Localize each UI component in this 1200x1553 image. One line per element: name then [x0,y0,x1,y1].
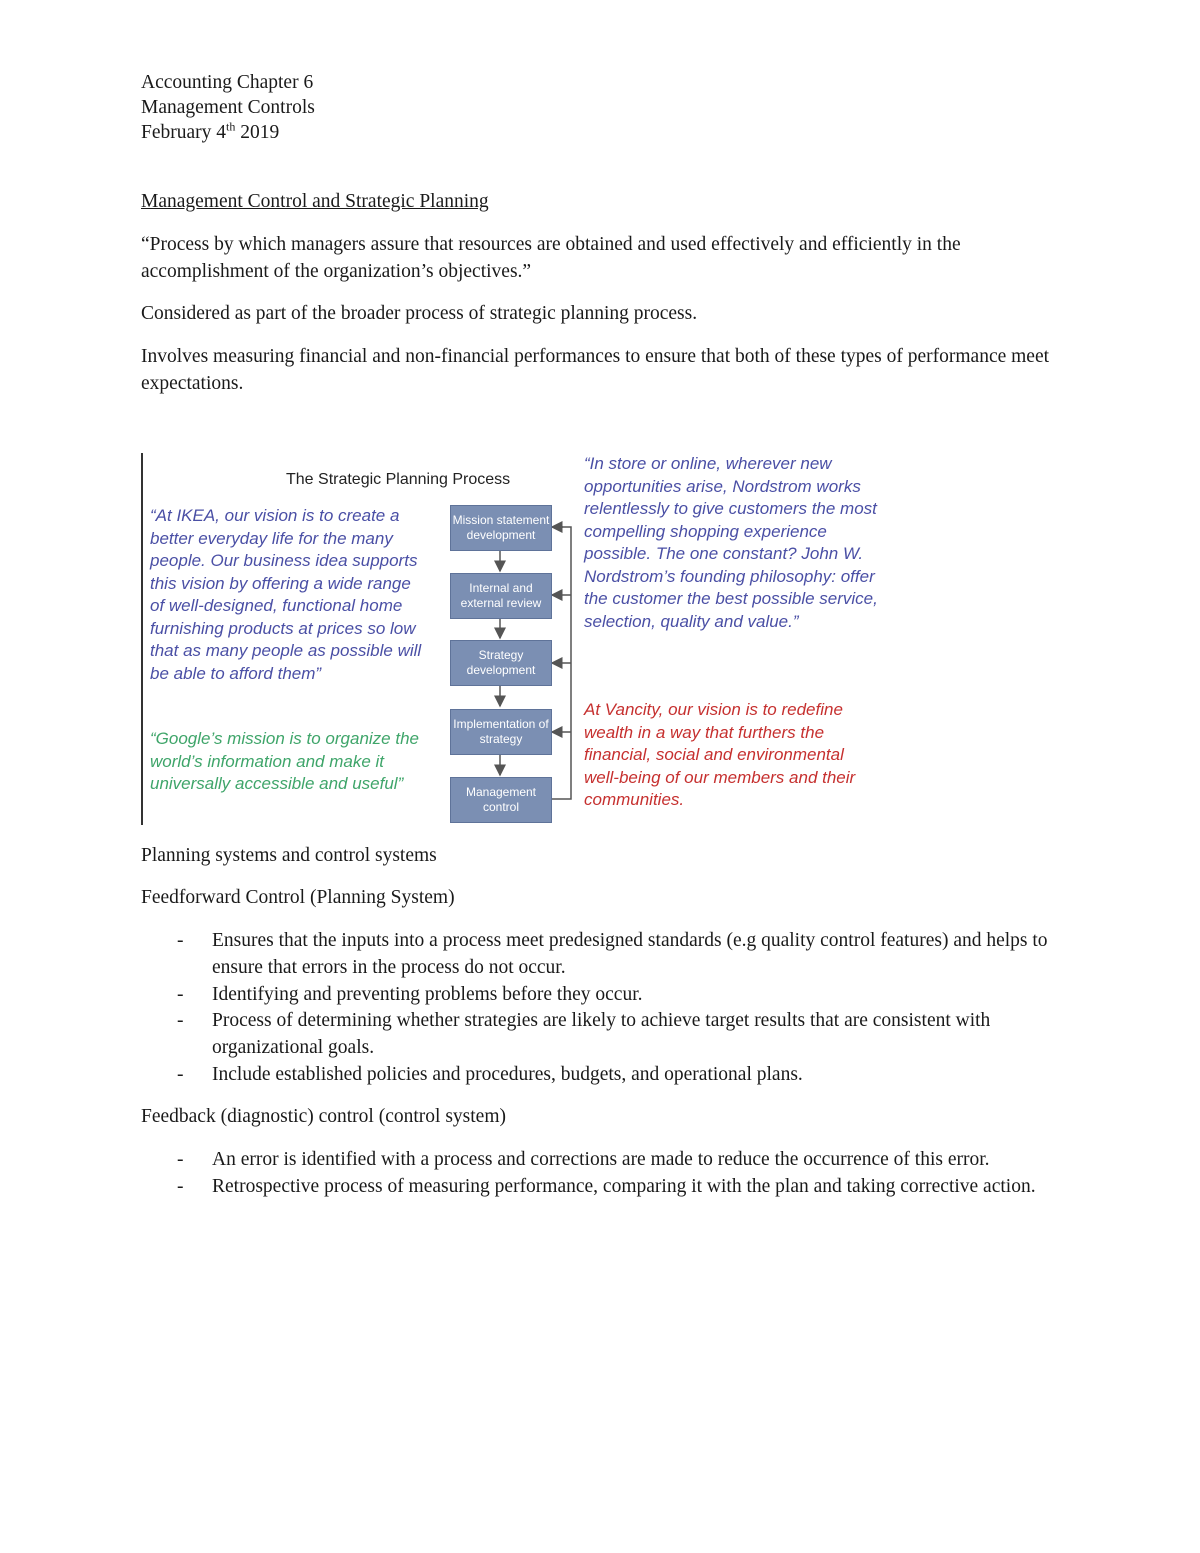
feedforward-list [141,928,1061,1089]
ikea-quote: “At IKEA, our vision is to create a better everyday life for the many people. Our business idea supports this vision by offering a wide range of well-designed, functional home furnishing products at prices so low that as many people as possible will be able to afford them” [150,506,422,683]
feedforward-heading: Feedforward Control (Planning System) [141,887,455,908]
figure-title: The Strategic Planning Process [286,471,511,488]
google-quote: “Google’s mission is to organize the world’s information and make it universally accessible and useful” [150,729,419,793]
systems-heading: Planning systems and control systems [141,845,437,866]
list-item: - Retrospective process of measuring performance, comparing it with the plan and taking corrective action. [177,1175,1036,1197]
strategic-planning-figure [141,453,881,825]
list-item: - Ensures that the inputs into a process meet predesigned standards (e.g quality control features) and helps to ensure that errors in the process do not occur. [177,930,1048,978]
step-strategy-development: Strategy development [450,640,552,686]
list-item: - Identifying and preventing problems before they occur. [177,983,643,1005]
step-implementation: Implementation of strategy [450,709,552,755]
paragraph-broader-process: Considered as part of the broader process of strategic planning process. [141,303,698,324]
course-title: Accounting Chapter 6 [141,72,314,93]
list-item: - An error is identified with a process and corrections are made to reduce the occurrence of this error. [177,1149,990,1170]
list-item: - Process of determining whether strategies are likely to achieve target results that are consistent with organizational goals. [177,1010,991,1059]
paragraph-performance: Involves measuring financial and non-financial performances to ensure that both of these types of performance meet expectations. [141,346,1050,394]
list-item: - Include established policies and procedures, budgets, and operational plans. [177,1063,803,1085]
step-internal-external-review: Internal and external review [450,573,552,619]
vancity-quote: At Vancity, our vision is to redefine wealth in a way that furthers the financial, social and environmental well-being of our members and their communities. [584,700,856,809]
section-heading: Management Control and Strategic Planning [141,191,489,212]
feedback-heading: Feedback (diagnostic) control (control system) [141,1106,506,1127]
topic-title: Management Controls [141,97,315,118]
step-management-control: Management control [450,777,552,823]
step-mission-statement: Mission statement development [450,505,552,551]
nordstrom-quote: “In store or online, wherever new opportunities arise, Nordstrom works relentlessly to give customers the most compelling shopping experience possible. The one constant? John W. Nordstrom’s founding philosophy: offer the customer the best possible service, selection, quality and value.” [584,454,878,631]
definition-quote: “Process by which managers assure that resources are obtained and used effectively and efficiently in the accomplishment of the organization’s objectives.” [141,234,961,282]
document-date: February 4th 2019 [141,119,280,143]
feedback-list [141,1147,1061,1201]
